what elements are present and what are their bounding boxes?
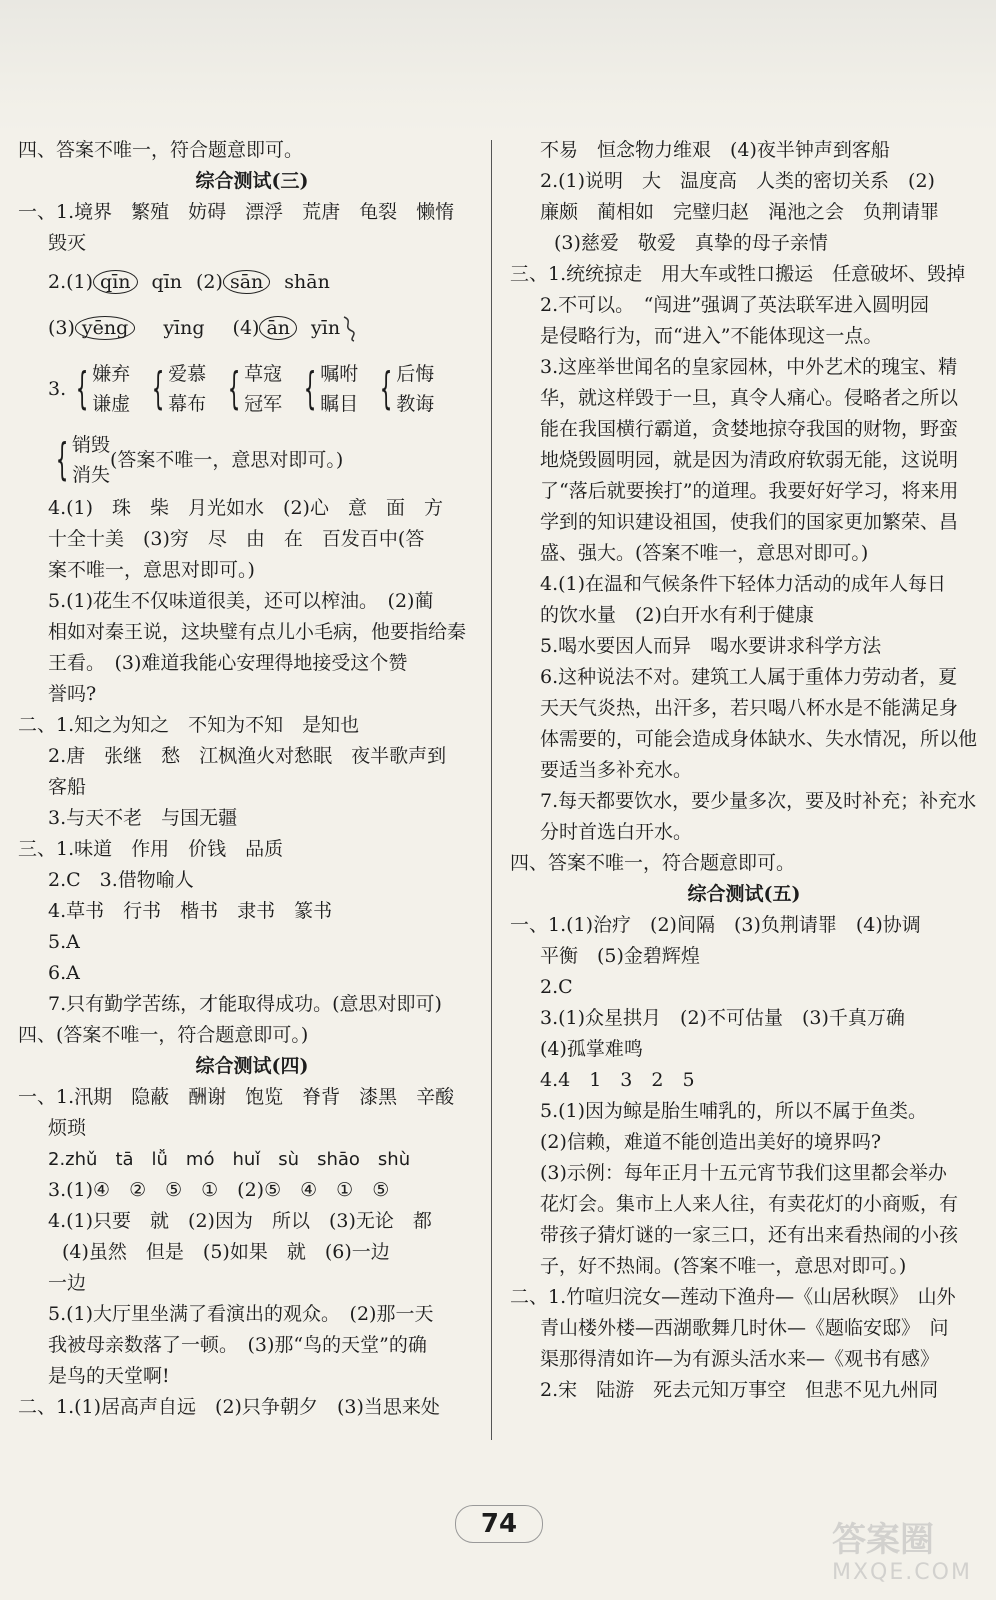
answer-line: 不易 恒念物力维艰 (4)夜半钟声到客船 [540,139,890,161]
answer-line: 一、1.汛期 隐蔽 酬谢 饱览 脊背 漆黑 辛酸 [18,1086,455,1108]
answer-line: 相如对秦王说，这块璧有点儿小毛病，他要指给秦 [48,621,467,643]
answer-line: 四、答案不唯一，符合题意即可。 [510,852,796,874]
answer-line: 子，好不热闹。(答案不唯一，意思对即可。) [540,1255,907,1277]
brace-icon: { [75,363,89,414]
answer-line: 天天气炎热，出汗多，若只喝八杯水是不能满足身 [540,697,959,719]
answer-line: 四、答案不唯一，符合题意即可。 [18,139,304,161]
answer-line: 3.与天不老 与国无疆 [48,807,238,829]
circled-pinyin: sān [223,270,270,294]
answer-line: 四、(答案不唯一，符合题意即可。) [18,1024,309,1046]
column-divider [491,140,492,1440]
answer-line: 十全十美 (3)穷 尽 由 在 百发百中(答 [48,528,425,550]
circled-pinyin: ān [259,316,297,340]
handwritten-mark-icon [340,313,360,343]
answer-line: 了“落后就要挨打”的道理。我要好好学习，将来用 [540,480,959,502]
word: 幕布 [168,393,207,415]
answer-line: 一、1.(1)治疗 (2)间隔 (3)负荆请罪 (4)协调 [510,914,921,936]
answer-line: 5.(1)因为鲸是胎生哺乳的，所以不属于鱼类。 [540,1100,928,1122]
item-number: 2.(1) [48,270,94,293]
answer-line: 体需要的，可能会造成身体缺水、失水情况，所以他 [540,728,978,750]
answer-line: 华，就这样毁于一旦，真令人痛心。侵略者之所以 [540,387,959,409]
answer-line: 我被母亲数落了一顿。 (3)那“鸟的天堂”的确 [48,1334,427,1356]
answer-line: 三、1.味道 作用 价钱 品质 [18,838,284,860]
answer-line: 5.喝水要因人而异 喝水要讲求科学方法 [540,635,882,657]
answer-line: 4.(1)在温和气候条件下轻体力活动的成年人每日 [540,573,947,595]
answer-line: (2)信赖，难道不能创造出美好的境界吗? [540,1131,882,1153]
answer-line: 一、1.境界 繁殖 妨碍 漂浮 荒唐 龟裂 懒惰 [18,201,455,223]
answer-line: 渠那得清如许—为有源头活水来—《观书有感》 [540,1348,940,1370]
word: 爱慕 [168,363,207,385]
word: 教诲 [396,393,435,415]
answer-line: 6.A [48,962,80,984]
pinyin: yīn [311,316,341,339]
pinyin: yīng [163,316,205,339]
answer-line: 三、1.统统掠走 用大车或牲口搬运 任意破坏、毁掉 [510,263,966,285]
answer-line: 毁灭 [48,232,87,254]
answer-line: 分时首选白开水。 [540,821,693,843]
watermark-text: 答案圈 [832,1520,934,1560]
answer-line: 5.(1)大厅里坐满了看演出的观众。 (2)那一天 [48,1303,434,1325]
answer-line: 4.4 1 3 2 5 [540,1069,695,1091]
circled-pinyin: yēng [75,316,135,340]
section-title: 综合测试(四) [195,1055,309,1077]
answer-line: 誉吗? [48,683,97,705]
answer-line: 2.zhǔ tā lǚ mó huǐ sù shāo shù [48,1149,411,1170]
answer-line: 5.A [48,931,80,953]
answer-line: 是鸟的天堂啊! [48,1365,170,1387]
pinyin-row [18,259,486,305]
word: 销毁 [72,434,111,456]
answer-line: 二、1.(1)居高声自远 (2)只争朝夕 (3)当思来处 [18,1396,440,1418]
brace-icon: { [227,363,241,414]
word: 冠军 [244,393,283,415]
answer-line: 王看。 (3)难道我能心安理得地接受这个赞 [48,652,408,674]
answer-line: 是侵略行为，而“进入”不能体现这一点。 [540,325,883,347]
word: 嘱咐 [320,363,359,385]
answer-line: 5.(1)花生不仅味道很美，还可以榨油。 (2)蔺 [48,590,434,612]
answer-line: 烦琐 [48,1117,87,1139]
item-number: 3. [48,377,67,400]
pinyin: shān [284,270,330,293]
answer-line: 能在我国横行霸道，贪婪地掠夺我国的财物，野蛮 [540,418,959,440]
word: 谦虚 [92,393,131,415]
brace-icon: { [55,434,69,485]
answer-line: (4)孤掌难鸣 [540,1038,643,1060]
scan-top-band [0,0,996,135]
answer-line: 2.宋 陆游 死去元知万事空 但悲不见九州同 [540,1379,939,1401]
brace-icon: { [151,363,165,414]
section-title: 综合测试(五) [687,883,801,905]
right-column [510,135,978,1406]
word: 草寇 [244,363,283,385]
answer-line: 3.(1)④ ② ⑤ ① (2)⑤ ④ ① ⑤ [48,1179,390,1201]
answer-line: 一边 [48,1272,87,1294]
answer-line: 要适当多补充水。 [540,759,693,781]
word: 嫌弃 [92,363,131,385]
word-pair-row [18,351,486,427]
answer-line: 7.只有勤学苦练，才能取得成功。(意思对即可) [48,993,442,1015]
watermark-logo [832,1520,982,1592]
word: 瞩目 [320,393,359,415]
answer-line: 4.(1)只要 就 (2)因为 所以 (3)无论 都 [48,1210,432,1232]
pinyin: qīn [151,270,183,293]
answer-line: (4)虽然 但是 (5)如果 就 (6)一边 [62,1241,390,1263]
brace-icon: { [379,363,393,414]
brace-icon: { [303,363,317,414]
answer-line: 二、1.知之为知之 不知为不知 是知也 [18,714,360,736]
answer-line: 平衡 (5)金碧辉煌 [540,945,700,967]
answer-line: 4.(1) 珠 柴 月光如水 (2)心 意 面 方 [48,497,443,519]
answer-line: 地烧毁圆明园，就是因为清政府软弱无能，这说明 [540,449,959,471]
answer-line: 带孩子猜灯谜的一家三口，还有出来看热闹的小孩 [540,1224,959,1246]
page-number: 74 [455,1505,543,1543]
item-number: (2) [196,270,223,293]
answer-line: 盛、强大。(答案不唯一，意思对即可。) [540,542,869,564]
answer-line: 学到的知识建设祖国，使我们的国家更加繁荣、昌 [540,511,959,533]
answer-line: 7.每天都要饮水，要少量多次，要及时补充；补充水 [540,790,977,812]
answer-line: 花灯会。集市上人来人往，有卖花灯的小商贩，有 [540,1193,959,1215]
answer-line: 客船 [48,776,87,798]
answer-line: 3.这座举世闻名的皇家园林，中外艺术的瑰宝、精 [540,356,958,378]
answer-line: 2.唐 张继 愁 江枫渔火对愁眠 夜半歌声到 [48,745,447,767]
answer-line: 6.这种说法不对。建筑工人属于重体力劳动者，夏 [540,666,958,688]
word: 消失 [72,464,111,486]
section-title: 综合测试(三) [195,170,309,192]
answer-note: (答案不唯一，意思对即可。) [110,448,344,471]
item-number: (3) [48,316,75,339]
answer-line: (3)慈爱 敬爱 真挚的母子亲情 [554,232,828,254]
answer-line: 青山楼外楼—西湖歌舞几时休—《题临安邸》 问 [540,1317,949,1339]
answer-line: 4.草书 行书 楷书 隶书 篆书 [48,900,333,922]
answer-line: 2.C 3.借物喻人 [48,869,194,891]
circled-pinyin: qīn [93,270,137,294]
word: 后悔 [396,363,435,385]
item-number: (4) [232,316,260,339]
answer-line: 的饮水量 (2)白开水有利于健康 [540,604,814,626]
answer-line: (3)示例：每年正月十五元宵节我们这里都会举办 [540,1162,947,1184]
word-pair-row [18,427,486,493]
left-column [18,135,486,1423]
answer-line: 案不唯一，意思对即可。) [48,559,255,581]
answer-line: 廉颇 蔺相如 完璧归赵 渑池之会 负荆请罪 [540,201,940,223]
answer-line: 2.C [540,976,573,998]
pinyin-row [18,305,486,351]
answer-line: 2.(1)说明 大 温度高 人类的密切关系 (2) [540,170,935,192]
answer-line: 2.不可以。 “闯进”强调了英法联军进入圆明园 [540,294,930,316]
answer-line: 二、1.竹喧归浣女—莲动下渔舟—《山居秋暝》 山外 [510,1286,956,1308]
watermark-url: MXQE.COM [832,1560,972,1585]
answer-line: 3.(1)众星拱月 (2)不可估量 (3)千真万确 [540,1007,905,1029]
